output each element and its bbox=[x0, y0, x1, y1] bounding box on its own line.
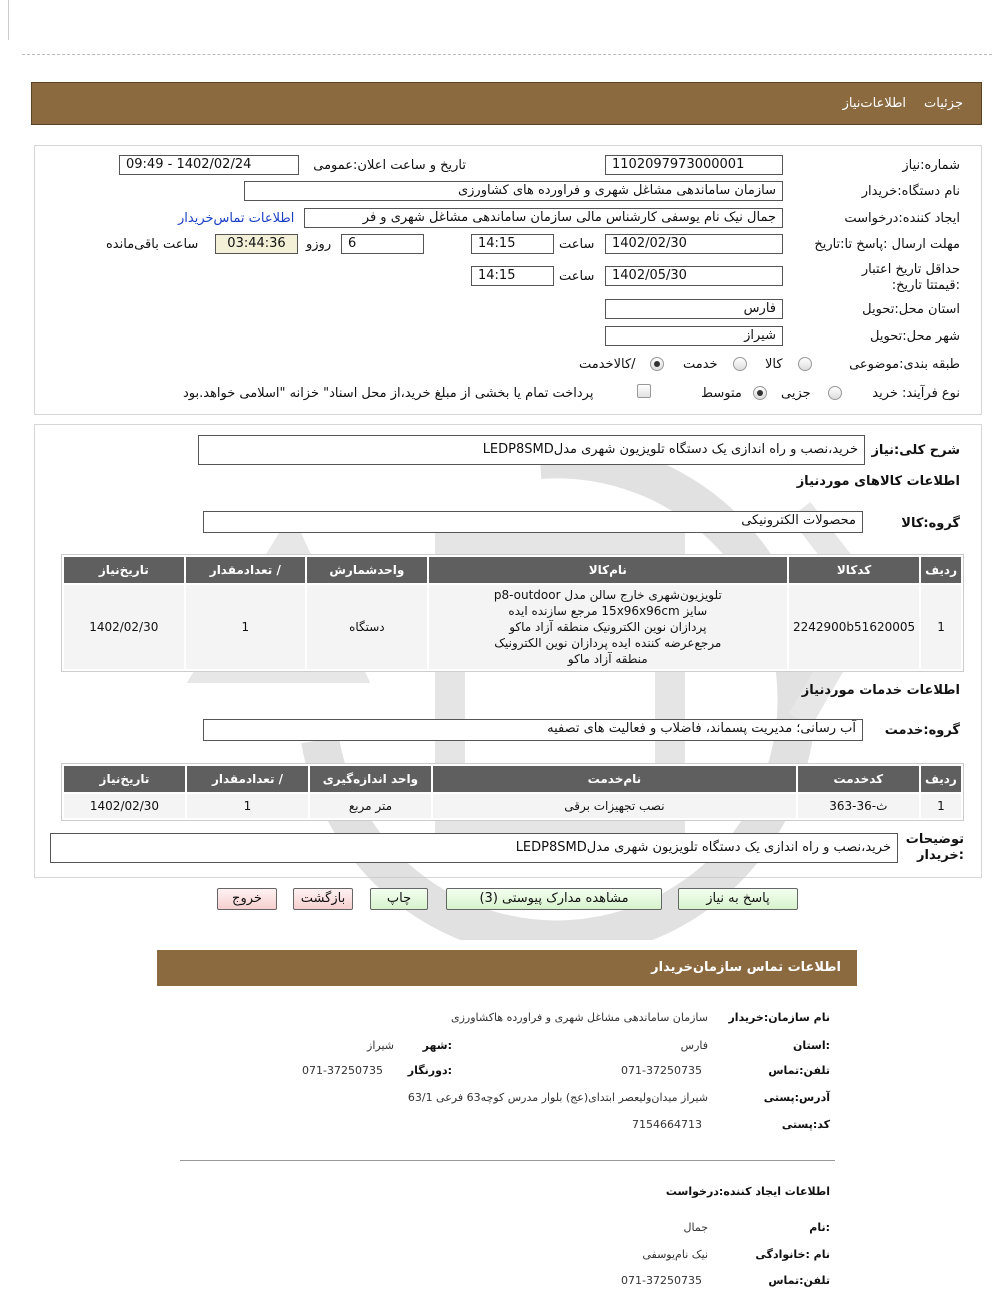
goods-col-row: ردیف bbox=[921, 557, 961, 583]
buyer-field: سازمان ساماندهی مشاغل شهری و فراورده های کشاورزی bbox=[244, 181, 783, 201]
contact-postal-label: کد:پستی bbox=[781, 1118, 830, 1131]
summary-field: خرید،نصب و راه اندازی یک دستگاه تلویزیون شهری مدلLEDP8SMD bbox=[198, 435, 865, 465]
contact-address-value: شیراز میدان‌ولیعصر ابتدای(عج) بلوار مدرس کوچه63 فرعی 63/1 bbox=[407, 1091, 708, 1104]
page-edge-line bbox=[8, 0, 9, 40]
service-group-label: گروه:خدمت bbox=[884, 723, 960, 738]
back-button[interactable]: بازگشت bbox=[293, 888, 353, 910]
print-button[interactable]: چاپ bbox=[370, 888, 428, 910]
validity-time-field: 14:15 bbox=[471, 266, 554, 286]
process-partial-radio[interactable] bbox=[828, 386, 842, 400]
need-number-label: شماره:نیاز bbox=[902, 158, 960, 173]
tab-need-info[interactable]: اطلاعات‌نیاز bbox=[842, 96, 907, 111]
creator-family-value: نیک نام‌یوسفی bbox=[642, 1248, 708, 1261]
process-partial-label: جزیی bbox=[781, 386, 811, 401]
goods-table-header bbox=[64, 557, 961, 583]
deadline-time-field: 14:15 bbox=[471, 234, 554, 254]
contact-phone-label: تلفن:تماس bbox=[768, 1064, 830, 1077]
table-row bbox=[64, 794, 961, 818]
header-bar bbox=[31, 82, 982, 125]
creator-name-label: :نام bbox=[809, 1221, 830, 1234]
goods-row-unit: دستگاه bbox=[307, 585, 427, 669]
treasury-payment-note: پرداخت تمام یا بخشی از مبلغ خرید،از محل اسناد" خزانه "اسلامی خواهد.بود bbox=[183, 386, 594, 401]
service-col-unit: واحد اندازه‌گیری bbox=[310, 766, 431, 792]
goods-group-label: گروه:کالا bbox=[901, 516, 960, 531]
service-col-row: ردیف bbox=[921, 766, 961, 792]
province-field: فارس bbox=[605, 299, 783, 319]
contact-fax-label: :دورنگار bbox=[407, 1064, 452, 1077]
province-label: استان محل:تحویل bbox=[862, 302, 960, 317]
goods-row-code: 2242900b51620005 bbox=[789, 585, 919, 669]
category-goods-label: کالا bbox=[765, 357, 783, 372]
service-col-qty: / تعدادمقدار bbox=[187, 766, 308, 792]
deadline-label: مهلت ارسال :پاسخ تا:تاریخ bbox=[814, 237, 960, 252]
summary-label: شرح کلی:نیاز bbox=[871, 443, 960, 458]
validity-time-label: ساعت bbox=[559, 269, 595, 284]
contact-org-label: نام سازمان:خریدار bbox=[728, 1011, 830, 1024]
creator-label: ایجاد کننده:درخواست bbox=[844, 211, 960, 226]
deadline-date-field: 1402/02/30 bbox=[605, 234, 783, 254]
process-label: نوع فرآیند: خرید bbox=[872, 386, 960, 401]
attachments-button[interactable]: مشاهده مدارک پیوستی (3) bbox=[446, 888, 662, 910]
announce-date-label: تاریخ و ساعت اعلان:عمومی bbox=[313, 158, 466, 173]
service-col-name: نام‌خدمت bbox=[433, 766, 796, 792]
buyer-notes-label: توضیحات :خریدار bbox=[905, 832, 964, 863]
days-label: روزو bbox=[306, 237, 332, 252]
goods-col-unit: واحدشمارش bbox=[307, 557, 427, 583]
contact-province-label: :استان bbox=[793, 1039, 830, 1052]
announce-date-field: 1402/02/24 - 09:49 bbox=[119, 155, 299, 175]
creator-section-title: اطلاعات ایجاد کننده:درخواست bbox=[665, 1185, 830, 1198]
tab-details[interactable]: جزئیات bbox=[924, 96, 963, 111]
goods-table bbox=[61, 554, 964, 672]
service-col-date: تاریخ‌نیاز bbox=[64, 766, 185, 792]
goods-row-index: 1 bbox=[921, 585, 961, 669]
city-field: شیراز bbox=[605, 326, 783, 346]
services-section-title: اطلاعات خدمات موردنیاز bbox=[801, 683, 960, 698]
services-table-header bbox=[64, 766, 961, 792]
goods-col-name: نام‌کالا bbox=[429, 557, 787, 583]
goods-row-name: تلویزیون‌شهری خارج سالن مدل p8-outdoor سایز 15x96x96cm مرجع سازنده ایده پردازان نوین الکترونیک منطقه آزاد ماکو مرجع‌عرضه کننده ایده پردازان نوین الکترونیک منطقه آزاد ماکو bbox=[429, 585, 787, 669]
services-table bbox=[61, 763, 964, 821]
process-medium-label: متوسط bbox=[701, 386, 742, 401]
buyer-label: نام دستگاه:خریدار bbox=[861, 184, 960, 199]
reply-button[interactable]: پاسخ به نیاز bbox=[678, 888, 798, 910]
process-medium-radio[interactable] bbox=[753, 386, 767, 400]
contact-section-title: اطلاعات تماس سازمان‌خریدار bbox=[157, 950, 857, 986]
goods-row-date: 1402/02/30 bbox=[64, 585, 184, 669]
service-row-qty: 1 bbox=[187, 794, 308, 818]
category-service-radio[interactable] bbox=[733, 357, 747, 371]
contact-city-label: :شهر bbox=[422, 1039, 452, 1052]
goods-row-qty: 1 bbox=[186, 585, 305, 669]
creator-phone-label: تلفن:تماس bbox=[768, 1274, 830, 1287]
contact-city-value: شیراز bbox=[367, 1039, 394, 1052]
exit-button[interactable]: خروج bbox=[217, 888, 277, 910]
top-divider bbox=[22, 54, 992, 55]
creator-name-value: جمال bbox=[683, 1221, 708, 1234]
contact-divider bbox=[180, 1160, 835, 1161]
creator-phone-value: 071-37250735 bbox=[621, 1274, 702, 1287]
buyer-contact-link[interactable]: اطلاعات تماس‌خریدار bbox=[178, 211, 295, 226]
contact-province-value: فارس bbox=[680, 1039, 708, 1052]
goods-col-code: کدکالا bbox=[789, 557, 919, 583]
days-field: 6 bbox=[341, 234, 424, 254]
service-row-name: نصب تجهیزات برقی bbox=[433, 794, 796, 818]
deadline-time-label: ساعت bbox=[559, 237, 595, 252]
service-group-field: آب رسانی؛ مدیریت پسماند، فاضلاب و فعالیت های تصفیه bbox=[203, 719, 863, 741]
service-row-code: ث-36-363 bbox=[798, 794, 919, 818]
contact-fax-value: 071-37250735 bbox=[302, 1064, 383, 1077]
category-both-radio[interactable] bbox=[650, 357, 664, 371]
goods-col-qty: / تعدادمقدار bbox=[186, 557, 305, 583]
remaining-time-label: ساعت باقی‌مانده bbox=[106, 237, 199, 252]
service-row-unit: متر مربع bbox=[310, 794, 431, 818]
creator-field: جمال نیک نام یوسفی کارشناس مالی سازمان ساماندهی مشاغل شهری و فر bbox=[304, 208, 783, 228]
goods-group-field: محصولات الکترونیکی bbox=[203, 511, 863, 533]
goods-col-date: تاریخ‌نیاز bbox=[64, 557, 184, 583]
need-number-field: 1102097973000001 bbox=[605, 155, 783, 175]
category-both-label: /کالاخدمت bbox=[579, 357, 636, 372]
service-col-code: کدخدمت bbox=[798, 766, 919, 792]
category-service-label: خدمت bbox=[683, 357, 718, 372]
contact-phone-value: 071-37250735 bbox=[621, 1064, 702, 1077]
contact-postal-value: 7154664713 bbox=[632, 1118, 702, 1131]
table-row bbox=[64, 585, 961, 669]
contact-address-label: آدرس:پستی bbox=[763, 1091, 830, 1104]
city-label: شهر محل:تحویل bbox=[870, 329, 960, 344]
validity-date-field: 1402/05/30 bbox=[605, 266, 783, 286]
remaining-time-field: 03:44:36 bbox=[215, 234, 298, 254]
buyer-notes-field: خرید،نصب و راه اندازی یک دستگاه تلویزیون شهری مدلLEDP8SMD bbox=[50, 833, 898, 863]
service-row-date: 1402/02/30 bbox=[64, 794, 185, 818]
validity-label: حداقل تاریخ اعتبار :قیمتتا تاریخ: bbox=[861, 262, 960, 293]
contact-org-value: سازمان ساماندهی مشاغل شهری و فراورده هاکشاورزی bbox=[451, 1011, 708, 1024]
category-goods-radio[interactable] bbox=[798, 357, 812, 371]
category-label: طبقه بندی:موضوعی bbox=[849, 357, 960, 372]
treasury-payment-checkbox[interactable] bbox=[637, 384, 651, 398]
creator-family-label: نام :خانوادگی bbox=[755, 1248, 830, 1261]
service-row-index: 1 bbox=[921, 794, 961, 818]
goods-section-title: اطلاعات کالاهای موردنیاز bbox=[796, 474, 960, 489]
